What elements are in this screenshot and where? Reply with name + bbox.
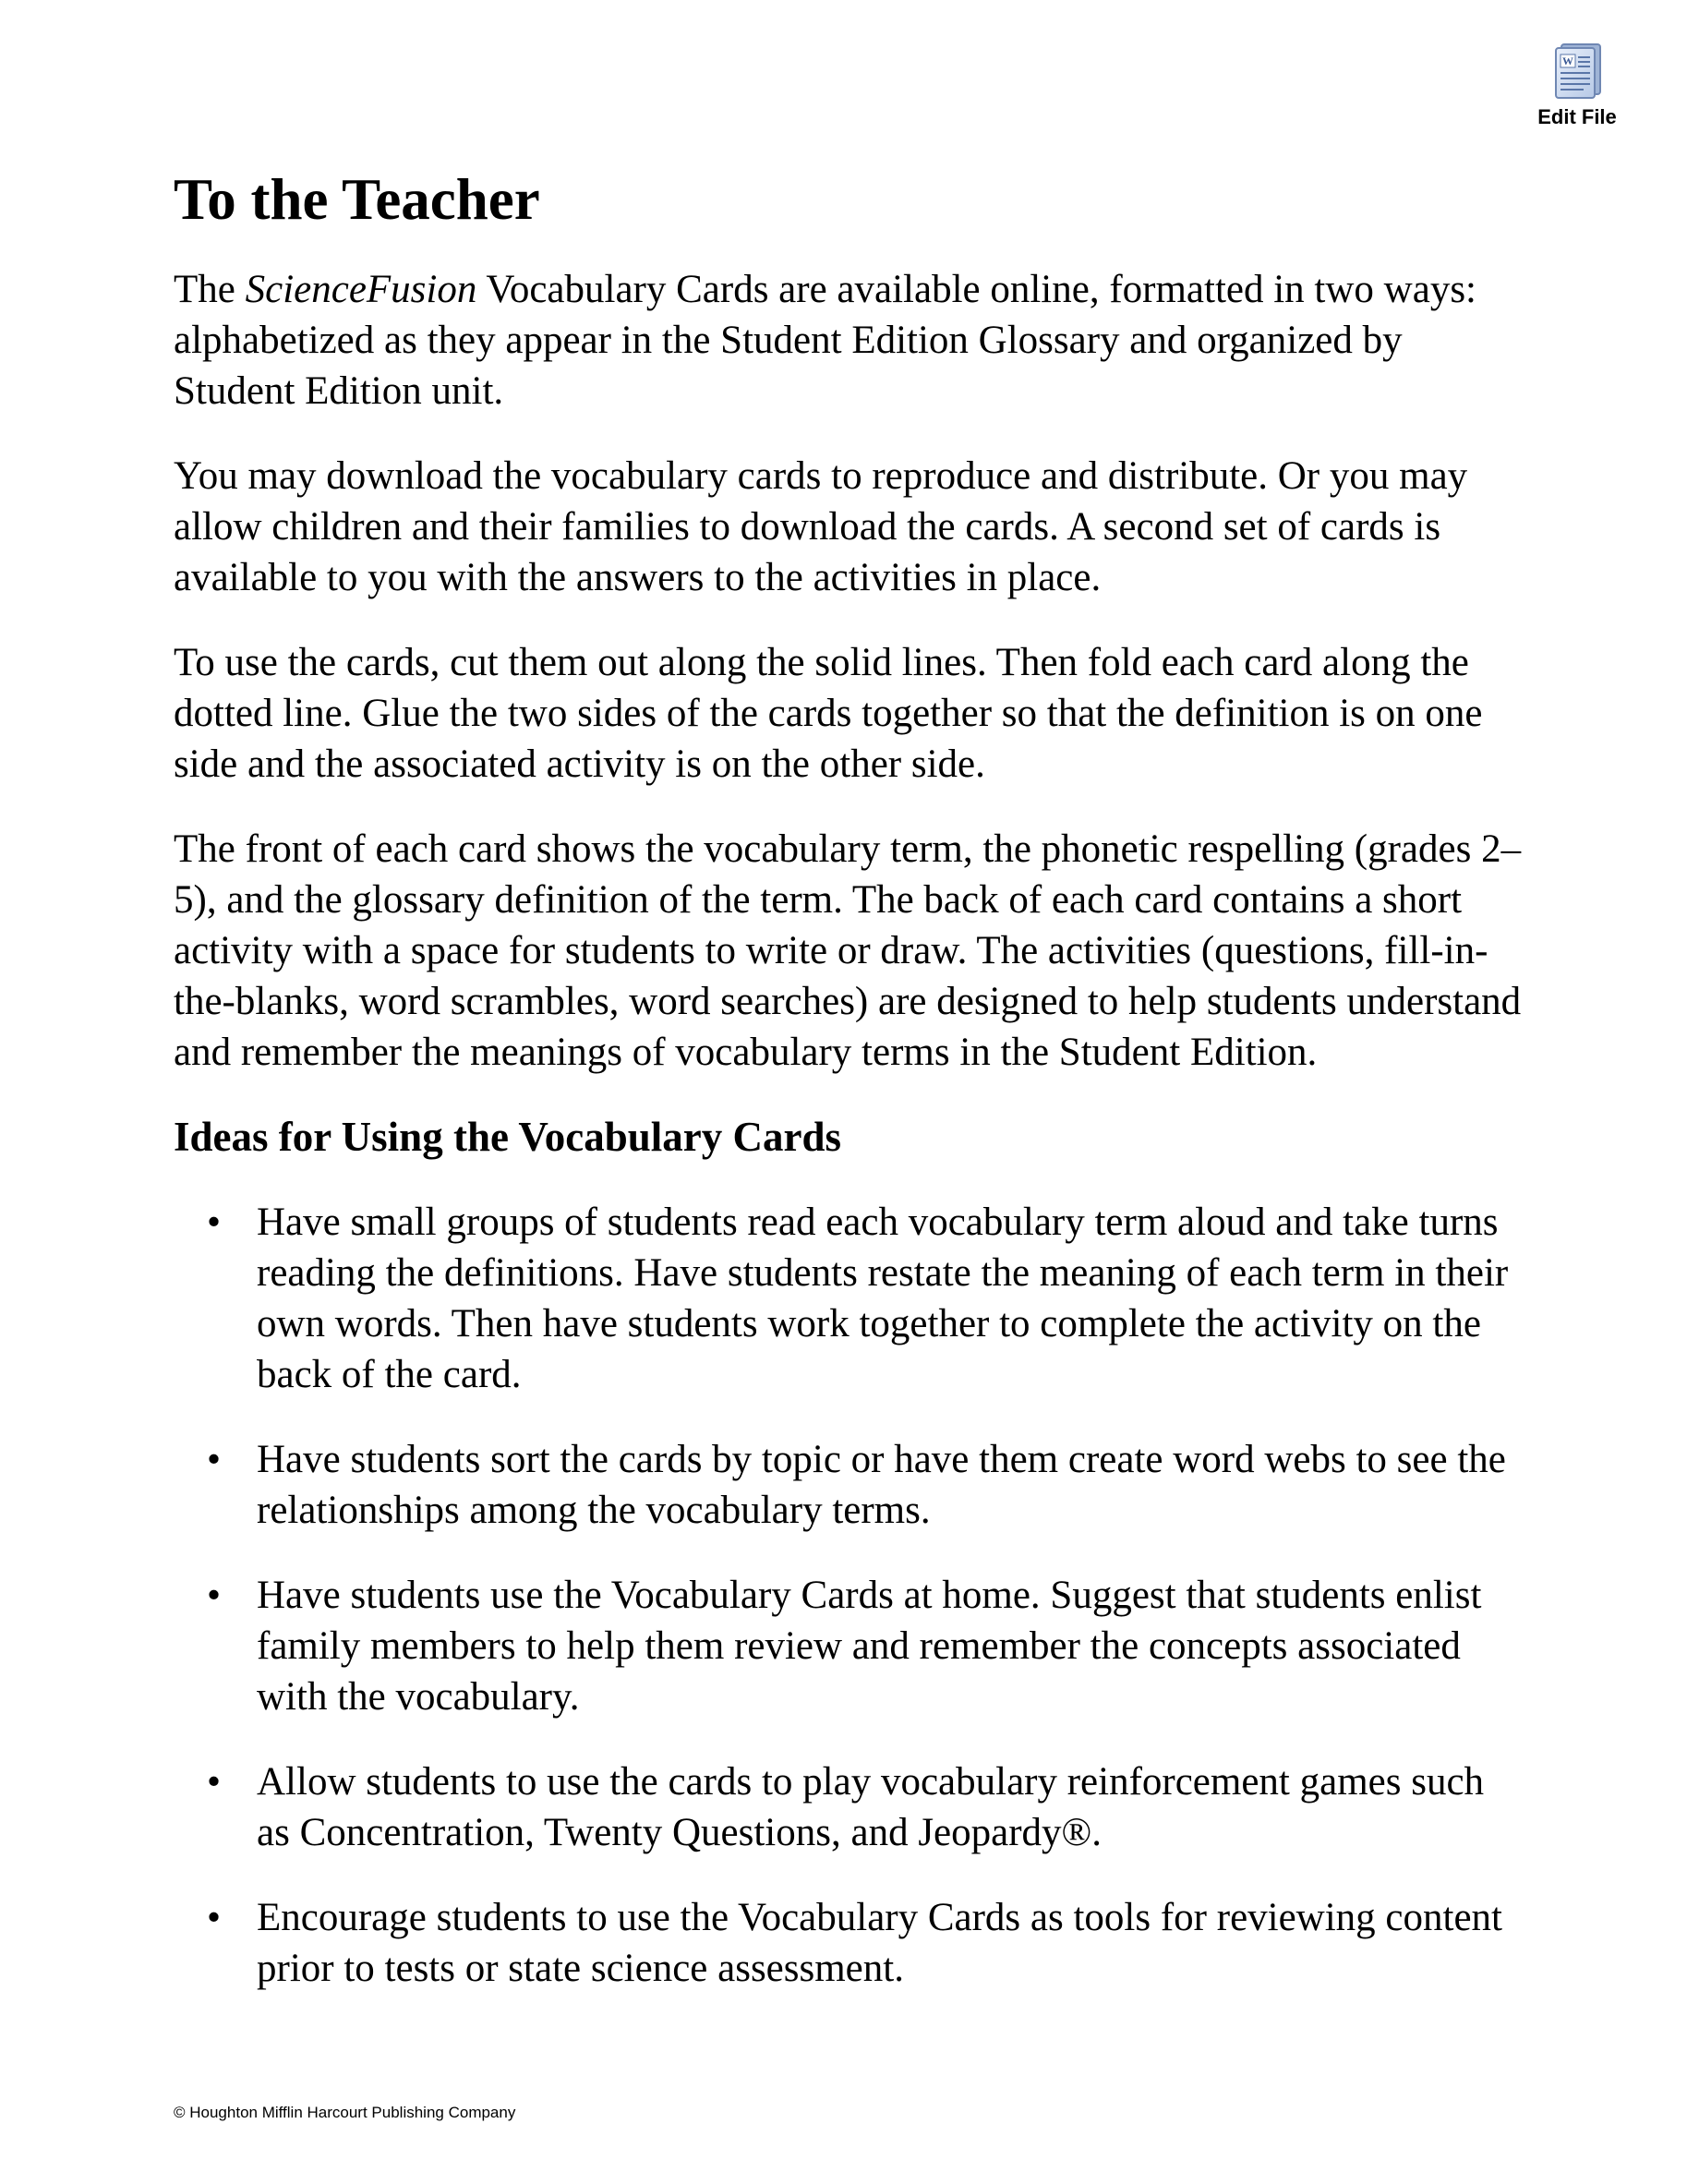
bullet-icon: • <box>207 1760 222 1804</box>
list-item <box>174 1434 1522 1536</box>
idea-text: Have small groups of students read each vocabulary term aloud and take turns reading the definitions. Have students restate the meaning of each term in their own words. Then have students work together to complete the activity on the back of the card. <box>257 1201 1509 1397</box>
card-description-paragraph: The front of each card shows the vocabulary term, the phonetic respelling (grades 2–5), and the glossary definition of the term. The back of each card contains a short activity with a space for students to write or draw. The activities (questions, fill-in-the-blanks, word scrambles, word searches) are designed to help students understand and remember the meanings of vocabulary terms in the Student Edition. <box>174 827 1522 1075</box>
bullet-icon: • <box>207 1574 222 1618</box>
page-title: To the Teacher <box>174 167 540 232</box>
download-paragraph: You may download the vocabulary cards to reproduce and distribute. Or you may allow children and their families to download the cards. A second set of cards is available to you with the answers to the activities in place. <box>174 454 1468 600</box>
product-title: ScienceFusion <box>245 268 477 312</box>
bullet-icon: • <box>207 1201 222 1245</box>
list-item <box>174 1570 1522 1722</box>
document-body <box>174 166 1522 2028</box>
instructions-paragraph: To use the cards, cut them out along the solid lines. Then fold each card along the dotted line. Glue the two sides of the cards together so that the definition is on one side and the associated activity is on the other side. <box>174 641 1483 787</box>
edit-file-label: Edit File <box>1537 105 1617 128</box>
intro-paragraph <box>174 264 1522 416</box>
list-item <box>174 1197 1522 1400</box>
ideas-list <box>174 1197 1522 1994</box>
idea-text: Allow students to use the cards to play vocabulary reinforcement games such as Concentration, Twenty Questions, and Jeopardy®. <box>257 1760 1485 1855</box>
word-document-icon <box>1550 41 1604 100</box>
edit-file-button[interactable] <box>1522 41 1633 129</box>
bullet-icon: • <box>207 1896 222 1940</box>
copyright-footer: © Houghton Mifflin Harcourt Publishing Company <box>174 2104 516 2121</box>
idea-text: Have students sort the cards by topic or have them create word webs to see the relationships among the vocabulary terms. <box>257 1438 1506 1533</box>
idea-text: Have students use the Vocabulary Cards at home. Suggest that students enlist family members to help them review and remember the concepts associated with the vocabulary. <box>257 1574 1482 1719</box>
svg-text:W: W <box>1562 54 1573 67</box>
ideas-heading: Ideas for Using the Vocabulary Cards <box>174 1114 842 1161</box>
list-item <box>174 1892 1522 1994</box>
bullet-icon: • <box>207 1438 222 1482</box>
list-item <box>174 1756 1522 1858</box>
idea-text: Encourage students to use the Vocabulary Cards as tools for reviewing content prior to tests or state science assessment. <box>257 1896 1502 1991</box>
intro-suffix: Vocabulary Cards are available online, formatted in two ways: alphabetized as they appear in the Student Edition Glossary and organized by Student Edition unit. <box>174 268 1477 414</box>
intro-prefix: The <box>174 268 246 312</box>
